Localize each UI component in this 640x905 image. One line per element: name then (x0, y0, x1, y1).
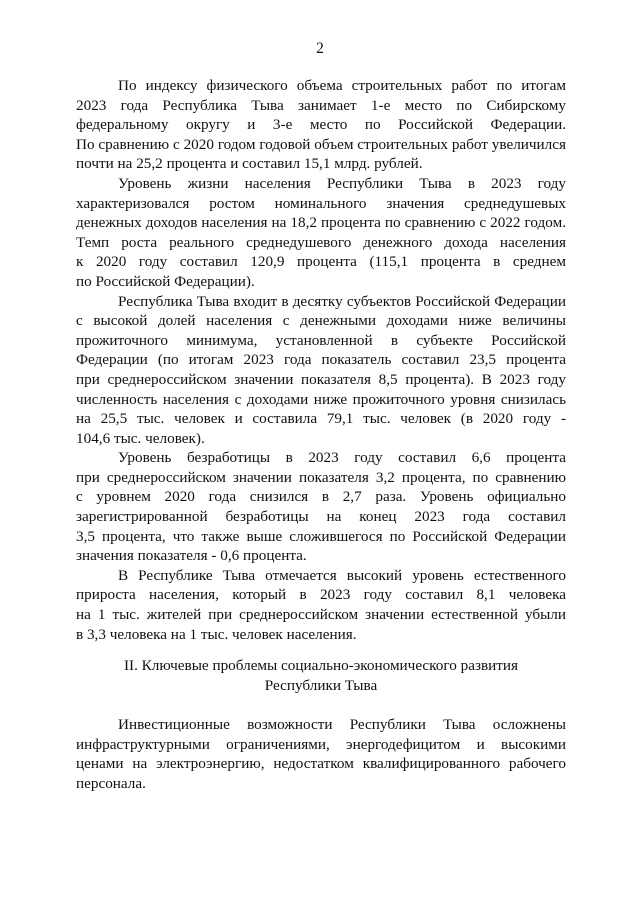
text-line: В Республике Тыва отмечается высокий уровень естественного (118, 566, 566, 584)
text-line: Уровень безработицы в 2023 году составил 6,6 процента (118, 449, 566, 467)
text-line: 3,5 процента, что также выше сложившегося по Российской Федерации (76, 527, 566, 545)
text-line: почти на 25,2 процента и составил 15,1 млрд. рублей. (76, 155, 423, 173)
text-line: с высокой долей населения с денежными доходами ниже величины (76, 312, 566, 330)
text-line: инфраструктурными ограничениями, энергодефицитом и высокими (76, 735, 566, 753)
text-line: Республика Тыва входит в десятку субъектов Российской Федерации (118, 292, 566, 310)
text-line: Темп роста реального среднедушевого денежного дохода населения (76, 233, 566, 251)
paragraph-population-growth (76, 566, 566, 644)
text-line: с уровнем 2020 года снизился в 2,7 раза. Уровень официально (76, 488, 566, 506)
text-line: в 3,3 человека на 1 тыс. человек населения. (76, 625, 357, 643)
text-line: 104,6 тыс. человек). (76, 429, 205, 447)
text-line: численность населения с доходами ниже прожиточного уровня снизилась (76, 390, 566, 408)
text-line: персонала. (76, 774, 146, 792)
text-line: ценами на электроэнергию, недостатком квалифицированного рабочего (76, 755, 566, 773)
text-line: денежных доходов населения на 18,2 процента по сравнению с 2022 годом. (76, 214, 566, 232)
document-body (76, 76, 566, 644)
text-line: значения показателя - 0,6 процента. (76, 547, 307, 565)
text-line: характеризовался ростом номинального значения среднедушевых (76, 194, 566, 212)
text-line: Инвестиционные возможности Республики Тыва осложнены (118, 716, 566, 733)
paragraph-investment (76, 715, 566, 793)
text-line: при среднероссийском значении показателя 3,2 процента, по сравнению (76, 468, 566, 486)
text-line: Уровень жизни населения Республики Тыва в 2023 году (118, 174, 566, 192)
page-number: 2 (316, 40, 324, 57)
text-line: по Российской Федерации). (76, 272, 255, 290)
section-heading-line-2: Республики Тыва (264, 677, 378, 694)
text-line: при среднероссийском значении показателя 8,5 процента). В 2023 году (76, 370, 566, 388)
text-line: зарегистрированной безработицы на конец 2023 года составил (76, 508, 566, 526)
text-line: на 25,5 тыс. человек и составила 79,1 тыс. человек (в 2020 году - (76, 410, 566, 428)
text-line: По индексу физического объема строительных работ по итогам (118, 77, 566, 94)
paragraph-low-income (76, 292, 566, 449)
text-line: По сравнению с 2020 годом годовой объем строительных работ увеличился (76, 135, 566, 153)
text-line: 2023 года Республика Тыва занимает 1-е место по Сибирскому (76, 96, 566, 114)
paragraph-construction (76, 76, 566, 174)
text-line: к 2020 году составил 120,9 процента (115,1 процента в среднем (76, 253, 566, 271)
section-heading (76, 656, 566, 696)
text-line: прироста населения, который в 2023 году составил 8,1 человека (76, 586, 566, 604)
paragraph-living-standard (76, 174, 566, 292)
text-line: федеральному округу и 3-е место по Российской Федерации. (76, 116, 566, 134)
text-line: прожиточного минимума, установленной в субъекте Российской (76, 331, 566, 349)
text-line: Федерации (по итогам 2023 года показатель составил 23,5 процента (76, 351, 566, 369)
paragraph-unemployment (76, 448, 566, 566)
text-line: на 1 тыс. жителей при среднероссийском значении естественной убыли (76, 606, 566, 624)
section-heading-line-1: II. Ключевые проблемы социально-экономического развития (123, 657, 519, 674)
